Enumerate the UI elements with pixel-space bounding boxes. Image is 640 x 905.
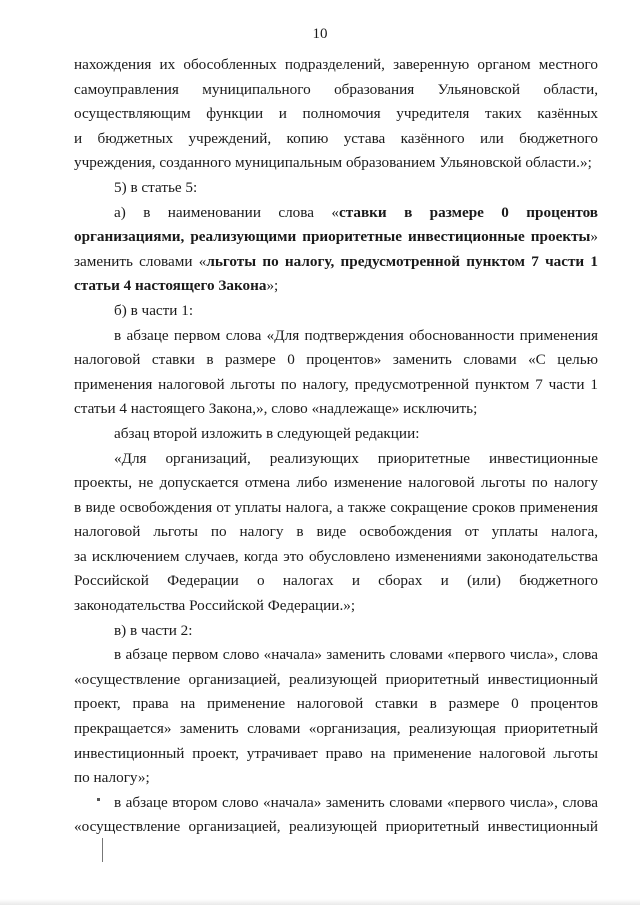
text-line: статьи 4 настоящего Закона,», слово «надлежаще» исключить; — [74, 400, 478, 418]
page-number: 10 — [312, 26, 328, 42]
text-line: налоговой ставки в размере 0 процентов» заменить словами «С целью — [74, 351, 598, 369]
text-line: в абзаце втором слово «начала» заменить словами «первого числа», слова — [114, 793, 598, 811]
text-line: в абзаце первом слово «начала» заменить словами «первого числа», слова — [114, 646, 598, 664]
text-line: за исключением случаев, когда это обусловлено изменениями законодательства — [74, 547, 598, 565]
text-line: и бюджетных учреждений, копию устава казённого или бюджетного — [74, 129, 598, 147]
text-line — [74, 201, 598, 226]
scan-edge — [0, 899, 640, 905]
document-body — [74, 53, 598, 840]
text-line: осуществляющим функции и полномочия учредителя таких казённых — [74, 105, 598, 123]
text-line: в виде освобождения от уплаты налога, а также сокращение сроков применения — [74, 498, 598, 516]
text-line: проект, права на применение налоговой ставки в размере 0 процентов — [74, 695, 598, 713]
text-line: учреждения, созданного муниципальным образованием Ульяновской области.»; — [74, 154, 592, 172]
text-line: «Для организаций, реализующих приоритетные инвестиционные — [114, 449, 598, 467]
text-line: в абзаце первом слова «Для подтверждения обоснованности применения — [114, 326, 598, 344]
text-line: абзац второй изложить в следующей редакции: — [114, 424, 420, 442]
text-line: по налогу»; — [74, 769, 150, 787]
text-line: проекты, не допускается отмена либо изменение налоговой льготы по налогу — [74, 474, 598, 492]
text-fragment: заменить словами « — [74, 252, 207, 270]
text-line: налоговой льготы по налогу в виде освобождения от уплаты налога, — [74, 523, 598, 541]
text-line: применения налоговой льготы по налогу, предусмотренной пунктом 7 части 1 — [74, 375, 598, 393]
text-line: в) в части 2: — [114, 621, 193, 639]
text-line: б) в части 1: — [114, 301, 194, 319]
text-fragment: » — [590, 228, 598, 246]
text-line: Российской Федерации о налогах и сборах и (или) бюджетного — [74, 572, 598, 590]
text-line — [74, 250, 598, 275]
text-line: нахождения их обособленных подразделений, заверенную органом местного — [74, 56, 598, 73]
text-line — [74, 274, 598, 299]
text-line: 5) в статье 5: — [114, 178, 198, 196]
text-line: самоуправления муниципального образования Ульяновской области, — [74, 80, 598, 98]
text-line — [74, 225, 598, 250]
text-line: «осуществление организацией, реализующей приоритетный инвестиционный — [74, 670, 598, 688]
bold-text: статьи 4 настоящего Закона — [74, 277, 267, 295]
text-fragment: а) в наименовании слова « — [114, 203, 339, 221]
text-line: «осуществление организацией, реализующей приоритетный инвестиционный — [74, 818, 598, 836]
scan-mark — [97, 798, 100, 801]
text-fragment: »; — [266, 277, 279, 295]
bold-text: организациями, реализующими приоритетные инвестиционные проекты — [74, 228, 591, 246]
text-line: прекращается» заменить словами «организация, реализующая приоритетный — [74, 720, 598, 738]
text-line: законодательства Российской Федерации.»; — [74, 597, 356, 615]
text-line: инвестиционный проект, утрачивает право на применение налоговой льготы — [74, 744, 598, 762]
bold-text: ставки в размере 0 процентов — [338, 203, 598, 221]
bold-text: льготы по налогу, предусмотренной пунктом 7 части 1 — [206, 252, 599, 270]
scan-mark — [102, 838, 103, 862]
